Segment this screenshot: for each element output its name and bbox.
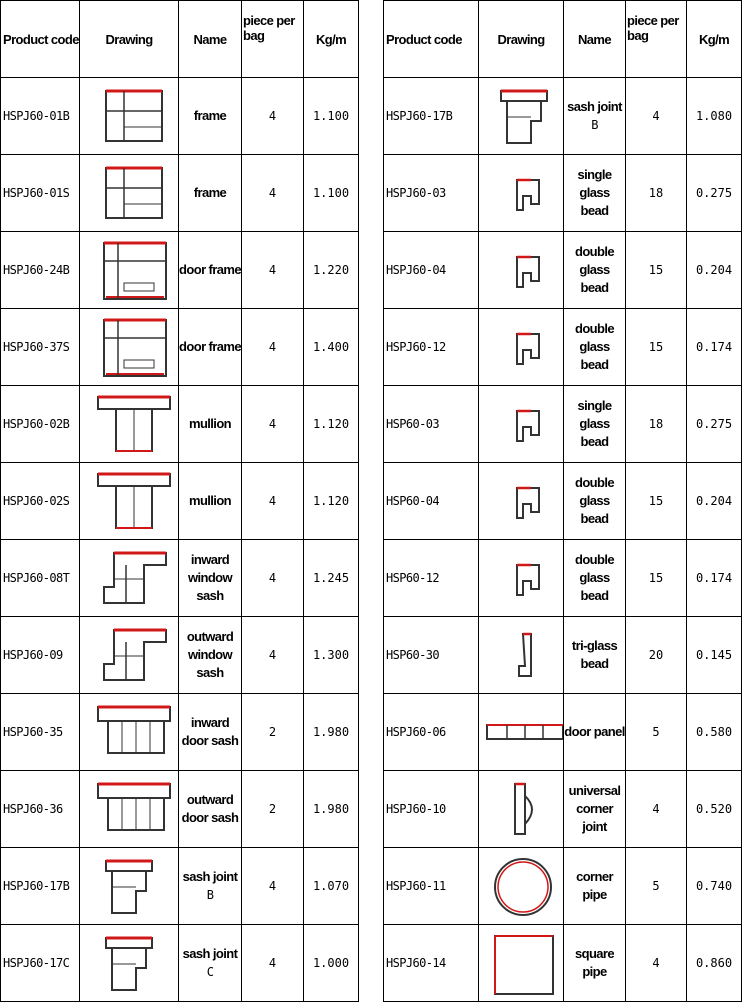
kgm-text: 0.174 — [695, 571, 733, 585]
table-row — [1, 386, 359, 463]
pieces-text: 4 — [268, 109, 277, 123]
pieces-text: 4 — [268, 956, 277, 970]
table-row — [1, 848, 359, 925]
product-code-cell — [384, 771, 479, 848]
door-sash-profile-icon — [84, 774, 174, 844]
table-row — [384, 848, 742, 925]
drawing-cell — [80, 309, 179, 386]
kgm-text: 1.080 — [695, 109, 733, 123]
kgm-text: 1.070 — [312, 879, 350, 893]
pieces-cell — [626, 463, 687, 540]
left-product-table — [0, 0, 359, 1002]
product-code-text: HSP60-04 — [386, 494, 439, 508]
product-code-cell — [1, 540, 80, 617]
product-name-text: mullion — [188, 493, 232, 508]
product-name-cell — [564, 771, 626, 848]
product-code-cell — [384, 540, 479, 617]
kgm-cell — [304, 694, 359, 771]
product-name-cell — [179, 386, 242, 463]
door-frame-profile-icon — [84, 312, 174, 382]
drawing-cell — [479, 617, 564, 694]
table-row — [384, 694, 742, 771]
door-sash-profile-icon — [84, 697, 174, 767]
kgm-cell — [304, 463, 359, 540]
pieces-text: 2 — [268, 725, 277, 739]
pieces-cell — [626, 771, 687, 848]
product-name-cell — [179, 848, 242, 925]
product-name-cell — [564, 232, 626, 309]
drawing-cell — [80, 155, 179, 232]
drawing-cell — [80, 617, 179, 694]
sash-profile-icon — [84, 620, 174, 690]
kgm-text: 1.980 — [312, 725, 350, 739]
drawing-cell — [80, 925, 179, 1002]
mullion-profile-icon — [84, 389, 174, 459]
drawing-cell — [479, 232, 564, 309]
table-row — [1, 694, 359, 771]
product-code-cell — [1, 309, 80, 386]
product-name-text: door panel — [564, 724, 625, 739]
header-name: Name — [179, 1, 242, 78]
product-name-cell — [179, 232, 242, 309]
kgm-text: 0.204 — [695, 494, 733, 508]
product-code-text: HSPJ60-06 — [386, 725, 446, 739]
table-row — [384, 232, 742, 309]
drawing-cell — [479, 848, 564, 925]
product-name-text: single glass bead — [577, 398, 612, 449]
kgm-text: 0.275 — [695, 417, 733, 431]
product-name-cell — [564, 463, 626, 540]
pieces-cell — [626, 232, 687, 309]
product-name-cell — [179, 694, 242, 771]
product-code-text: HSPJ60-03 — [386, 186, 446, 200]
kgm-cell — [304, 925, 359, 1002]
pieces-text: 5 — [652, 879, 660, 893]
header-product-code: Product code — [384, 1, 479, 78]
pieces-cell — [242, 694, 304, 771]
product-code-cell — [384, 848, 479, 925]
product-name-text: single glass bead — [577, 167, 612, 218]
kgm-cell — [687, 617, 742, 694]
pieces-cell — [242, 771, 304, 848]
table-row — [384, 155, 742, 232]
kgm-cell — [304, 155, 359, 232]
product-name-text: sash joint — [567, 99, 622, 114]
table-header-row — [384, 1, 742, 78]
drawing-cell — [479, 771, 564, 848]
kgm-cell — [687, 540, 742, 617]
product-code-text: HSP60-12 — [386, 571, 439, 585]
product-code-cell — [384, 617, 479, 694]
product-name-cell — [564, 694, 626, 771]
table-row — [1, 232, 359, 309]
kgm-text: 0.145 — [695, 648, 733, 662]
product-code-text: HSPJ60-17B — [386, 109, 453, 123]
table-row — [1, 155, 359, 232]
pieces-text: 15 — [648, 494, 664, 508]
product-name-cell — [179, 78, 242, 155]
product-code-text: HSPJ60-24B — [3, 263, 70, 277]
drawing-cell — [80, 771, 179, 848]
kgm-cell — [687, 848, 742, 925]
kgm-cell — [304, 232, 359, 309]
pieces-cell — [626, 848, 687, 925]
pieces-cell — [626, 925, 687, 1002]
product-code-text: HSPJ60-09 — [3, 648, 63, 662]
pieces-cell — [626, 617, 687, 694]
product-name-text: frame — [193, 108, 227, 123]
product-code-cell — [384, 694, 479, 771]
kgm-text: 1.300 — [312, 648, 350, 662]
kgm-cell — [304, 540, 359, 617]
pieces-text: 5 — [652, 725, 660, 739]
pieces-cell — [626, 540, 687, 617]
product-name-cell — [179, 771, 242, 848]
table-row — [1, 463, 359, 540]
drawing-cell — [479, 309, 564, 386]
product-name-suffix: C — [206, 965, 214, 979]
kgm-cell — [687, 309, 742, 386]
product-name-text: outward door sash — [181, 792, 239, 825]
table-row — [384, 463, 742, 540]
door-frame-profile-icon — [84, 235, 174, 305]
kgm-text: 0.520 — [695, 802, 733, 816]
product-name-text: inward door sash — [181, 715, 239, 748]
drawing-cell — [80, 540, 179, 617]
corner-pipe-icon — [479, 851, 564, 921]
kgm-text: 0.174 — [695, 340, 733, 354]
product-code-text: HSPJ60-04 — [386, 263, 446, 277]
kgm-text: 1.120 — [312, 417, 350, 431]
drawing-cell — [479, 540, 564, 617]
kgm-text: 1.400 — [312, 340, 350, 354]
product-code-text: HSP60-03 — [386, 417, 439, 431]
kgm-text: 1.980 — [312, 802, 350, 816]
glass-bead-profile-icon — [479, 312, 564, 382]
drawing-cell — [80, 694, 179, 771]
kgm-cell — [304, 78, 359, 155]
sash-profile-icon — [84, 543, 174, 613]
drawing-cell — [479, 694, 564, 771]
kgm-cell — [687, 386, 742, 463]
product-name-text: mullion — [188, 416, 232, 431]
kgm-text: 0.275 — [695, 186, 733, 200]
kgm-cell — [687, 694, 742, 771]
pieces-text: 4 — [268, 340, 277, 354]
table-row — [1, 78, 359, 155]
tri-glass-bead-profile-icon — [479, 620, 564, 690]
right-product-table — [383, 0, 742, 1002]
kgm-cell — [687, 232, 742, 309]
header-name: Name — [564, 1, 626, 78]
pieces-cell — [242, 309, 304, 386]
product-name-text: tri-glass bead — [571, 638, 618, 671]
product-code-cell — [1, 848, 80, 925]
corner-joint-profile-icon — [479, 774, 564, 844]
square-pipe-icon — [479, 928, 564, 998]
sash-joint-profile-icon — [479, 81, 564, 151]
product-name-cell — [564, 540, 626, 617]
drawing-cell — [80, 78, 179, 155]
kgm-cell — [304, 848, 359, 925]
product-code-cell — [384, 78, 479, 155]
kgm-cell — [304, 386, 359, 463]
pieces-cell — [242, 540, 304, 617]
product-code-text: HSPJ60-14 — [386, 956, 446, 970]
drawing-cell — [80, 232, 179, 309]
product-name-cell — [179, 463, 242, 540]
product-name-text: corner pipe — [576, 869, 613, 902]
kgm-text: 1.120 — [312, 494, 350, 508]
table-row — [384, 771, 742, 848]
header-drawing: Drawing — [80, 1, 179, 78]
door-panel-profile-icon — [479, 697, 564, 767]
kgm-text: 1.100 — [312, 109, 350, 123]
product-code-cell — [1, 232, 80, 309]
kgm-text: 1.000 — [312, 956, 350, 970]
product-code-cell — [1, 617, 80, 694]
pieces-cell — [242, 232, 304, 309]
pieces-text: 18 — [648, 186, 664, 200]
glass-bead-profile-icon — [479, 235, 564, 305]
product-code-cell — [1, 925, 80, 1002]
product-code-text: HSPJ60-35 — [3, 725, 63, 739]
table-row — [1, 309, 359, 386]
product-name-cell — [179, 155, 242, 232]
table-row — [384, 617, 742, 694]
product-code-text: HSPJ60-17C — [3, 956, 70, 970]
table-gap — [362, 0, 382, 984]
pieces-text: 4 — [268, 263, 277, 277]
product-code-cell — [384, 386, 479, 463]
product-name-text: double glass bead — [574, 475, 614, 526]
pieces-text: 4 — [268, 417, 277, 431]
mullion-profile-icon — [84, 466, 174, 536]
drawing-cell — [479, 925, 564, 1002]
pieces-cell — [626, 155, 687, 232]
product-code-text: HSPJ60-36 — [3, 802, 63, 816]
kgm-text: 1.245 — [312, 571, 350, 585]
product-code-cell — [384, 925, 479, 1002]
pieces-text: 4 — [652, 956, 660, 970]
product-code-cell — [1, 386, 80, 463]
pieces-text: 15 — [648, 263, 664, 277]
product-code-cell — [1, 155, 80, 232]
table-row — [1, 617, 359, 694]
product-name-text: sash joint — [182, 946, 238, 961]
kgm-cell — [304, 309, 359, 386]
table-row — [384, 386, 742, 463]
drawing-cell — [80, 848, 179, 925]
header-drawing: Drawing — [479, 1, 564, 78]
pieces-cell — [626, 694, 687, 771]
kgm-text: 0.204 — [695, 263, 733, 277]
drawing-cell — [80, 463, 179, 540]
product-name-cell — [564, 78, 626, 155]
product-code-cell — [1, 463, 80, 540]
product-code-cell — [1, 771, 80, 848]
product-name-cell — [564, 309, 626, 386]
product-code-text: HSPJ60-12 — [386, 340, 446, 354]
product-name-cell — [179, 309, 242, 386]
pieces-cell — [242, 617, 304, 694]
drawing-cell — [80, 386, 179, 463]
glass-bead-profile-icon — [479, 466, 564, 536]
product-name-text: inward window sash — [187, 552, 233, 603]
sash-joint-profile-icon — [84, 851, 174, 921]
glass-bead-profile-icon — [479, 543, 564, 613]
header-kg-m: Kg/m — [304, 1, 359, 78]
product-code-text: HSPJ60-02B — [3, 417, 70, 431]
header-product-code: Product code — [1, 1, 80, 78]
product-code-text: HSPJ60-11 — [386, 879, 446, 893]
kgm-cell — [304, 771, 359, 848]
pieces-cell — [242, 155, 304, 232]
pieces-text: 18 — [648, 417, 664, 431]
header-piece-per-bag: piece per bag — [242, 1, 304, 78]
kgm-text: 1.220 — [312, 263, 350, 277]
pieces-text: 15 — [648, 340, 664, 354]
product-name-text: frame — [193, 185, 227, 200]
product-code-text: HSPJ60-02S — [3, 494, 70, 508]
pieces-text: 4 — [268, 648, 277, 662]
kgm-cell — [304, 617, 359, 694]
product-name-text: universal corner joint — [568, 783, 621, 834]
table-row — [1, 771, 359, 848]
pieces-text: 4 — [268, 494, 277, 508]
product-name-cell — [564, 617, 626, 694]
product-name-text: double glass bead — [574, 321, 614, 372]
table-row — [384, 925, 742, 1002]
product-name-cell — [564, 925, 626, 1002]
product-code-text: HSPJ60-01B — [3, 109, 70, 123]
pieces-cell — [242, 925, 304, 1002]
glass-bead-profile-icon — [479, 389, 564, 459]
drawing-cell — [479, 78, 564, 155]
pieces-cell — [626, 78, 687, 155]
product-code-text: HSP60-30 — [386, 648, 439, 662]
glass-bead-profile-icon — [479, 158, 564, 228]
product-name-text: sash joint — [182, 869, 238, 884]
product-code-text: HSPJ60-10 — [386, 802, 446, 816]
product-code-text: HSPJ60-17B — [3, 879, 70, 893]
product-name-suffix: B — [591, 118, 598, 132]
product-name-text: door frame — [179, 339, 241, 354]
header-kg-m: Kg/m — [687, 1, 742, 78]
product-name-cell — [179, 925, 242, 1002]
table-row — [384, 309, 742, 386]
product-code-cell — [384, 155, 479, 232]
kgm-cell — [687, 771, 742, 848]
product-name-text: double glass bead — [574, 244, 614, 295]
pieces-cell — [242, 78, 304, 155]
kgm-text: 1.100 — [312, 186, 350, 200]
kgm-cell — [687, 155, 742, 232]
product-name-text: double glass bead — [574, 552, 614, 603]
drawing-cell — [479, 386, 564, 463]
kgm-cell — [687, 463, 742, 540]
pieces-text: 20 — [648, 648, 664, 662]
product-code-cell — [1, 78, 80, 155]
product-code-cell — [384, 463, 479, 540]
product-code-cell — [1, 694, 80, 771]
product-name-text: outward window sash — [186, 629, 234, 680]
product-code-cell — [384, 232, 479, 309]
pieces-cell — [626, 386, 687, 463]
kgm-cell — [687, 925, 742, 1002]
frame-profile-icon — [84, 81, 174, 151]
product-name-cell — [564, 155, 626, 232]
product-code-text: HSPJ60-37S — [3, 340, 70, 354]
table-row — [1, 925, 359, 1002]
product-name-cell — [179, 540, 242, 617]
pieces-text: 4 — [652, 802, 660, 816]
table-row — [1, 540, 359, 617]
pieces-text: 2 — [268, 802, 277, 816]
product-code-text: HSPJ60-01S — [3, 186, 70, 200]
drawing-cell — [479, 155, 564, 232]
pieces-text: 4 — [652, 109, 660, 123]
product-name-text: square pipe — [574, 946, 615, 979]
product-name-text: door frame — [179, 262, 241, 277]
product-name-cell — [564, 848, 626, 925]
pieces-cell — [242, 848, 304, 925]
drawing-cell — [479, 463, 564, 540]
pieces-cell — [626, 309, 687, 386]
kgm-text: 0.860 — [695, 956, 733, 970]
pieces-text: 4 — [268, 879, 277, 893]
kgm-cell — [687, 78, 742, 155]
product-name-cell — [564, 386, 626, 463]
frame-profile-icon — [84, 158, 174, 228]
kgm-text: 0.740 — [695, 879, 733, 893]
table-row — [384, 540, 742, 617]
product-code-text: HSPJ60-08T — [3, 571, 70, 585]
product-code-cell — [384, 309, 479, 386]
pieces-text: 15 — [648, 571, 664, 585]
product-name-cell — [179, 617, 242, 694]
pieces-text: 4 — [268, 571, 277, 585]
kgm-text: 0.580 — [695, 725, 733, 739]
table-header-row — [1, 1, 359, 78]
pieces-cell — [242, 463, 304, 540]
product-name-suffix: B — [206, 888, 214, 902]
pieces-text: 4 — [268, 186, 277, 200]
pieces-cell — [242, 386, 304, 463]
sash-joint-profile-icon — [84, 928, 174, 998]
table-row — [384, 78, 742, 155]
header-piece-per-bag: piece per bag — [626, 1, 687, 78]
